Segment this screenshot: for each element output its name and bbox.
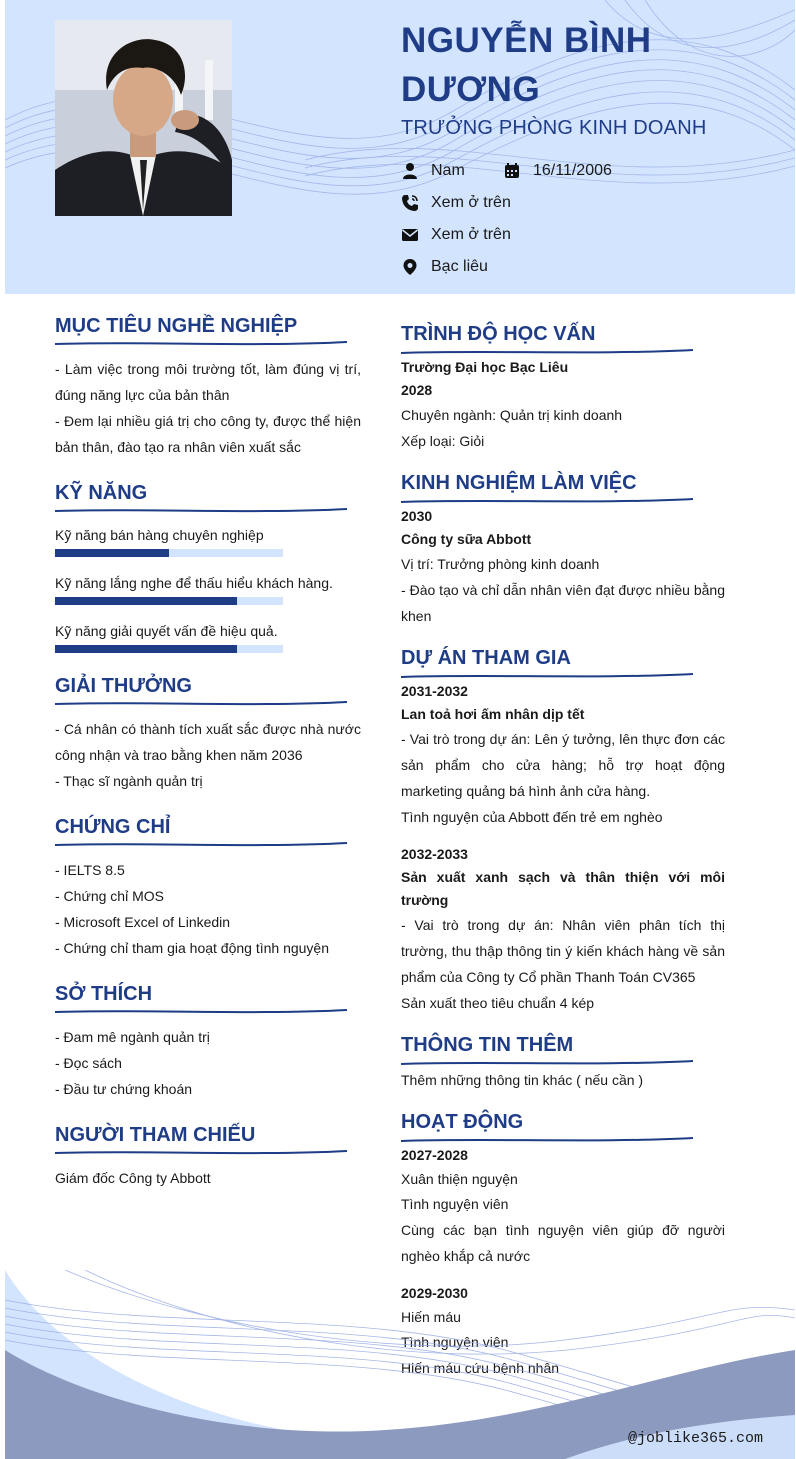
reference-line: Giám đốc Công ty Abbott <box>55 1170 211 1186</box>
hobby-line: - Đầu tư chứng khoán <box>55 1081 193 1097</box>
skill-bar-fill <box>55 549 169 557</box>
experience-position: Vị trí: Trưởng phòng kinh doanh <box>401 556 600 572</box>
projects-section <box>401 645 725 1016</box>
skill-bar-fill <box>55 597 237 605</box>
activity-org: Hiến máu <box>401 1309 461 1325</box>
education-title: TRÌNH ĐỘ HỌC VẤN <box>401 323 596 345</box>
address-row <box>401 258 488 276</box>
projects-title: DỰ ÁN THAM GIA <box>401 647 571 669</box>
project-desc: - Vai trò trong dự án: Lên ý tưởng, lên thực đơn các sản phẩm cho cửa hàng; hỗ trợ hoạt động marketing quảng bá hình ảnh cửa hàng. <box>401 731 725 799</box>
certificate-line: - Chứng chỉ tham gia hoạt động tình nguyện <box>55 940 329 956</box>
birthday-row <box>503 162 612 180</box>
hobby-line: - Đọc sách <box>55 1055 122 1071</box>
email-row <box>401 226 511 244</box>
activity-desc: Hiến máu cứu bệnh nhân <box>401 1360 560 1376</box>
award-line-2: - Thạc sĩ ngành quản trị <box>55 773 203 789</box>
project-year: 2032-2033 <box>401 846 468 862</box>
cv-page <box>5 0 795 1459</box>
activity-desc: Cùng các bạn tình nguyện viên giúp đỡ người nghèo khắp cả nước <box>401 1222 725 1264</box>
map-pin-icon <box>401 258 419 276</box>
birthday-value: 16/11/2006 <box>533 162 612 179</box>
awards-title: GIẢI THƯỞNG <box>55 675 192 697</box>
section-underline <box>55 841 347 849</box>
references-section <box>55 1122 361 1191</box>
skill-bar <box>55 597 283 605</box>
gender-value: Nam <box>431 162 465 179</box>
skill-label: Kỹ năng lắng nghe để thấu hiểu khách hàng. <box>55 575 333 591</box>
experience-section <box>401 470 725 629</box>
user-icon <box>401 162 419 180</box>
address-value: Bạc liêu <box>431 258 488 275</box>
activity-org: Xuân thiện nguyện <box>401 1171 518 1187</box>
more-info-text: Thêm những thông tin khác ( nếu cần ) <box>401 1072 644 1088</box>
certificates-title: CHỨNG CHỈ <box>55 816 171 838</box>
candidate-job-title: TRƯỞNG PHÒNG KINH DOANH <box>401 117 707 139</box>
certificates-section <box>55 814 361 961</box>
hobbies-title: SỞ THÍCH <box>55 983 153 1005</box>
project-name: Sản xuất xanh sạch và thân thiện với môi trường <box>401 869 725 908</box>
education-section <box>401 321 725 454</box>
award-line-1: - Cá nhân có thành tích xuất sắc được nhà nước công nhận và trao bằng khen năm 2036 <box>55 721 361 763</box>
hobby-line: - Đam mê ngành quản trị <box>55 1029 210 1045</box>
certificate-line: - Microsoft Excel of Linkedin <box>55 914 231 930</box>
skill-label: Kỹ năng bán hàng chuyên nghiệp <box>55 527 264 543</box>
envelope-icon <box>401 226 419 244</box>
candidate-name: NGUYỄN BÌNH DƯƠNG <box>401 21 652 109</box>
profile-photo <box>55 20 232 216</box>
section-underline <box>55 1149 347 1157</box>
education-year: 2028 <box>401 382 433 398</box>
certificate-line: - IELTS 8.5 <box>55 862 125 878</box>
activity-item <box>401 1144 725 1269</box>
experience-company: Công ty sữa Abbott <box>401 531 532 547</box>
education-school: Trường Đại học Bạc Liêu <box>401 359 569 375</box>
project-extra: Sản xuất theo tiêu chuẩn 4 kép <box>401 995 595 1011</box>
activity-year: 2029-2030 <box>401 1285 468 1301</box>
experience-desc: - Đào tạo và chỉ dẫn nhân viên đạt được nhiều bằng khen <box>401 582 725 624</box>
section-underline <box>401 672 693 680</box>
section-underline <box>55 700 347 708</box>
right-column <box>401 321 725 1381</box>
hobbies-section <box>55 981 361 1102</box>
phone-row <box>401 194 511 212</box>
section-underline <box>55 507 347 515</box>
certificate-line: - Chứng chỉ MOS <box>55 888 164 904</box>
activities-title: HOẠT ĐỘNG <box>401 1111 524 1133</box>
experience-title: KINH NGHIỆM LÀM VIỆC <box>401 472 637 494</box>
project-item <box>401 680 725 830</box>
skill-bar <box>55 549 283 557</box>
skills-section <box>55 480 361 653</box>
section-underline <box>55 1008 347 1016</box>
skill-bar-fill <box>55 645 237 653</box>
section-underline <box>401 497 693 505</box>
objective-line-2: - Đem lại nhiều giá trị cho công ty, được thể hiện bản thân, đào tạo ra nhân viên xuất sắc <box>55 413 361 455</box>
objective-line-1: - Làm việc trong môi trường tốt, làm đúng vị trí, đúng năng lực của bản thân <box>55 361 361 403</box>
phone-icon <box>401 194 419 212</box>
skills-title: KỸ NĂNG <box>55 482 148 504</box>
objective-section <box>55 313 361 460</box>
education-grade: Xếp loại: Giỏi <box>401 433 485 449</box>
cv-header <box>5 0 795 294</box>
skill-bar <box>55 645 283 653</box>
references-title: NGƯỜI THAM CHIẾU <box>55 1124 256 1146</box>
experience-year: 2030 <box>401 508 433 524</box>
objective-title: MỤC TIÊU NGHỀ NGHIỆP <box>55 315 298 337</box>
calendar-icon <box>503 162 521 180</box>
project-item <box>401 843 725 1016</box>
section-underline <box>401 348 693 356</box>
section-underline <box>401 1059 693 1067</box>
activity-role: Tình nguyện viên <box>401 1196 509 1212</box>
phone-value: Xem ở trên <box>431 194 511 211</box>
watermark-text: @joblike365.com <box>627 1430 763 1447</box>
skill-label: Kỹ năng giải quyết vấn đề hiệu quả. <box>55 623 278 639</box>
more-info-title: THÔNG TIN THÊM <box>401 1034 574 1056</box>
project-extra: Tình nguyện của Abbott đến trẻ em nghèo <box>401 809 663 825</box>
section-underline <box>401 1136 693 1144</box>
left-column <box>55 313 361 1191</box>
project-desc: - Vai trò trong dự án: Nhân viên phân tích thị trường, thu thập thông tin ý kiến khách hàng về sản phẩm của Công ty Cổ phần Thanh Toán CV365 <box>401 917 725 985</box>
project-year: 2031-2032 <box>401 683 468 699</box>
education-major: Chuyên ngành: Quản trị kinh doanh <box>401 407 623 423</box>
section-underline <box>55 340 347 348</box>
more-info-section <box>401 1032 725 1093</box>
email-value: Xem ở trên <box>431 226 511 243</box>
gender-row <box>401 162 465 180</box>
activity-role: Tình nguyện viên <box>401 1334 509 1350</box>
awards-section <box>55 673 361 794</box>
project-name: Lan toả hơi ấm nhân dịp tết <box>401 706 585 722</box>
activity-year: 2027-2028 <box>401 1147 468 1163</box>
